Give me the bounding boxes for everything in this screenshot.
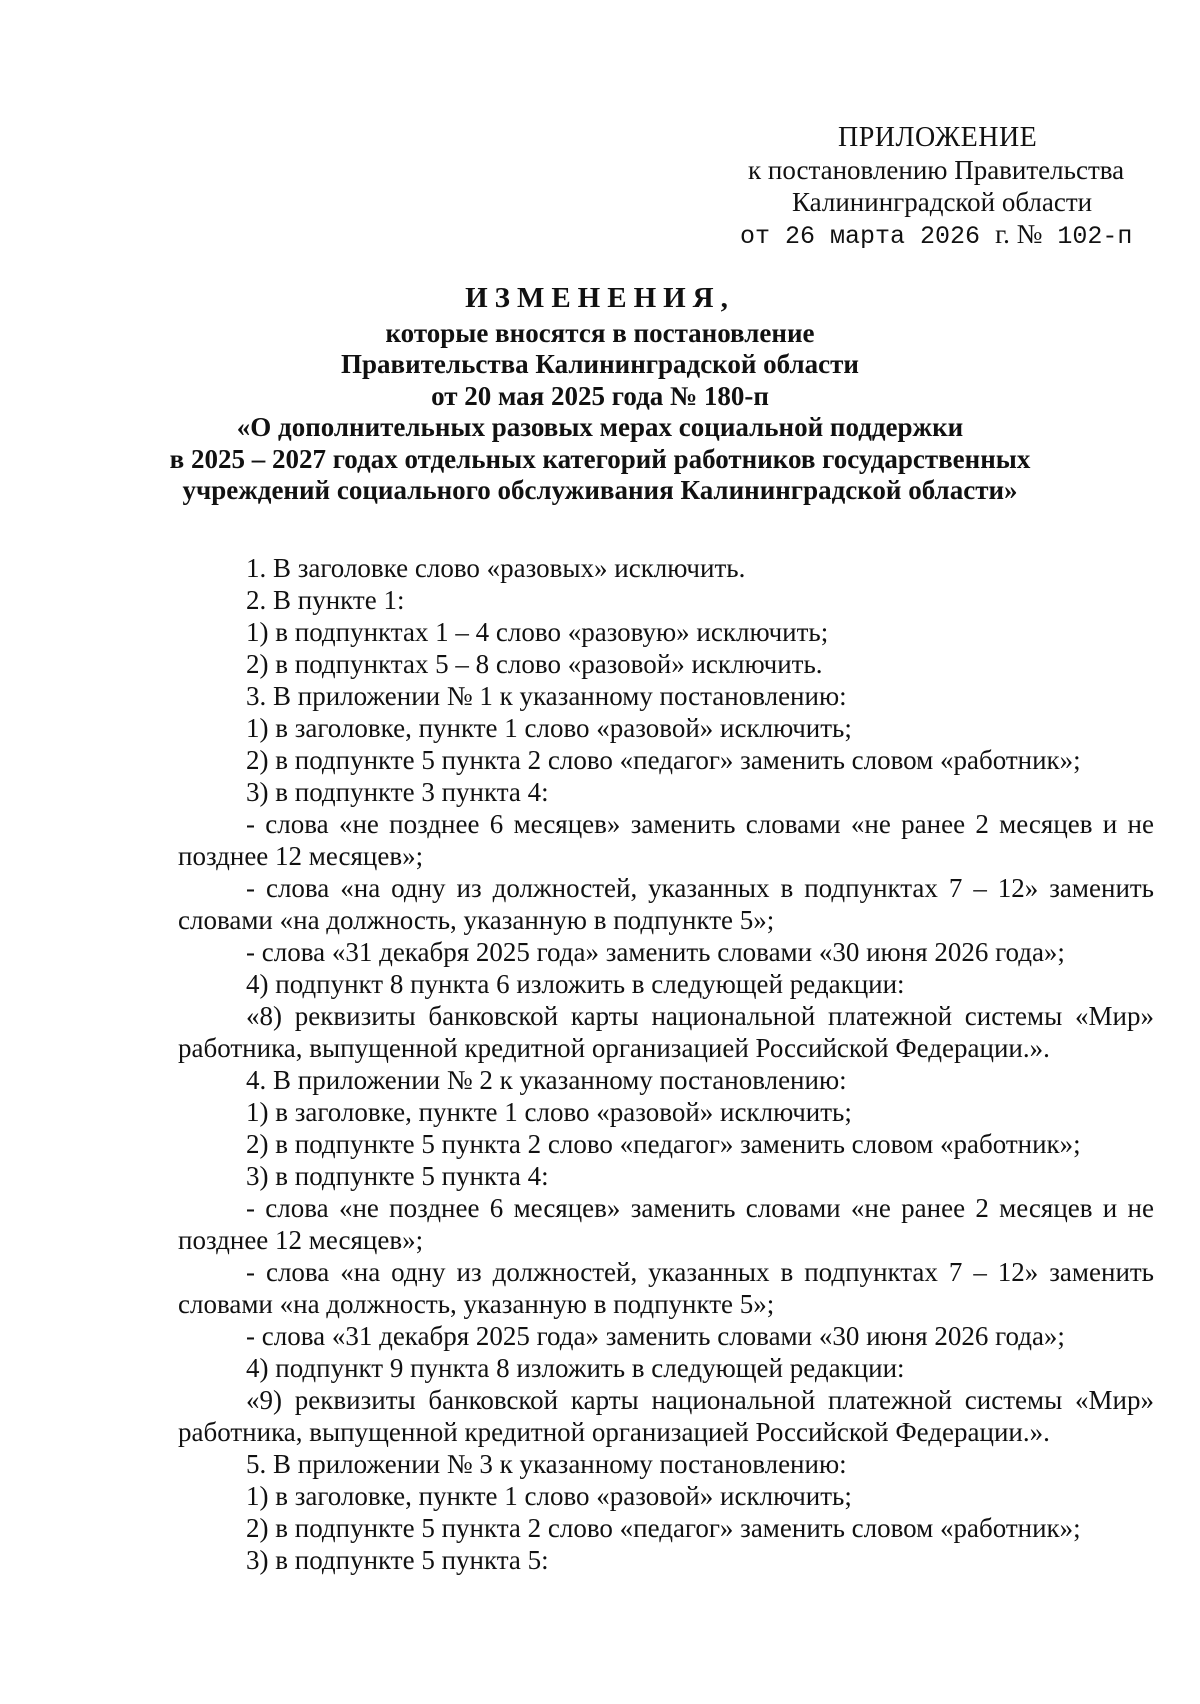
- paragraph: 4) подпункт 9 пункта 8 изложить в следующей редакции:: [246, 1353, 905, 1383]
- paragraph: 3) в подпункте 3 пункта 4:: [246, 777, 549, 807]
- paragraph: - слова «на одну из должностей, указанных в подпунктах 7 – 12» заменить словами «на должность, указанную в подпункте 5»;: [178, 1257, 1154, 1319]
- paragraph: 1) в заголовке, пункте 1 слово «разовой» исключить;: [246, 1481, 852, 1511]
- appendix-line: Калининградской области: [792, 187, 1093, 217]
- paragraph: 4. В приложении № 2 к указанному постановлению:: [246, 1065, 847, 1095]
- paragraph: «8) реквизиты банковской карты национальной платежной системы «Мир» работника, выпущенной кредитной организацией Российской Федерации.».: [178, 1001, 1154, 1063]
- subtitle-line: учреждений социального обслуживания Калининградской области»: [182, 475, 1018, 505]
- appendix-line: к постановлению Правительства: [748, 155, 1125, 185]
- paragraph: - слова «31 декабря 2025 года» заменить словами «30 июня 2026 года»;: [246, 937, 1065, 967]
- paragraph: «9) реквизиты банковской карты национальной платежной системы «Мир» работника, выпущенной кредитной организацией Российской Федерации.».: [178, 1385, 1154, 1447]
- paragraph: 1) в заголовке, пункте 1 слово «разовой» исключить;: [246, 713, 852, 743]
- subtitle-line: в 2025 – 2027 годах отдельных категорий работников государственных: [169, 443, 1031, 474]
- paragraph: 4) подпункт 8 пункта 6 изложить в следующей редакции:: [246, 969, 905, 999]
- document-title-block: [100, 283, 1100, 507]
- paragraph: 2) в подпункте 5 пункта 2 слово «педагог» заменить словом «работник»;: [246, 1129, 1081, 1159]
- appendix-number: 102-п: [1057, 222, 1133, 251]
- appendix-date-line: [740, 218, 1140, 253]
- appendix-header: [740, 122, 1140, 253]
- paragraph: 5. В приложении № 3 к указанному постановлению:: [246, 1449, 847, 1479]
- paragraph: - слова «не позднее 6 месяцев» заменить словами «не ранее 2 месяцев и не позднее 12 месяцев»;: [178, 809, 1154, 871]
- subtitle-line: «О дополнительных разовых мерах социальной поддержки: [236, 412, 964, 442]
- appendix-title: ПРИЛОЖЕНИЕ: [838, 122, 1038, 153]
- paragraph: - слова «31 декабря 2025 года» заменить словами «30 июня 2026 года»;: [246, 1321, 1065, 1351]
- document-body: [178, 552, 1154, 1576]
- subtitle-line: от 20 мая 2025 года № 180-п: [431, 380, 769, 411]
- appendix-date: от 26 марта 2026: [740, 222, 981, 251]
- subtitle-line: Правительства Калининградской области: [341, 349, 859, 379]
- paragraph: 3. В приложении № 1 к указанному постановлению:: [246, 681, 847, 711]
- paragraph: 1) в заголовке, пункте 1 слово «разовой» исключить;: [246, 1097, 852, 1127]
- paragraph: 2) в подпункте 5 пункта 2 слово «педагог» заменить словом «работник»;: [246, 1513, 1081, 1543]
- paragraph: 3) в подпункте 5 пункта 4:: [246, 1161, 549, 1191]
- paragraph: - слова «не позднее 6 месяцев» заменить словами «не ранее 2 месяцев и не позднее 12 месяцев»;: [178, 1193, 1154, 1255]
- paragraph: 3) в подпункте 5 пункта 5:: [246, 1545, 549, 1575]
- paragraph: - слова «на одну из должностей, указанных в подпунктах 7 – 12» заменить словами «на должность, указанную в подпункте 5»;: [178, 873, 1154, 935]
- document-title: ИЗМЕНЕНИЯ,: [465, 282, 735, 314]
- paragraph: 1. В заголовке слово «разовых» исключить.: [246, 553, 746, 583]
- subtitle-line: которые вносятся в постановление: [385, 317, 815, 348]
- paragraph: 2) в подпункте 5 пункта 2 слово «педагог» заменить словом «работник»;: [246, 745, 1081, 775]
- paragraph: 1) в подпунктах 1 – 4 слово «разовую» исключить;: [246, 617, 829, 647]
- appendix-number-label: г. №: [995, 219, 1043, 249]
- paragraph: 2) в подпунктах 5 – 8 слово «разовой» исключить.: [246, 649, 823, 679]
- paragraph: 2. В пункте 1:: [246, 585, 405, 615]
